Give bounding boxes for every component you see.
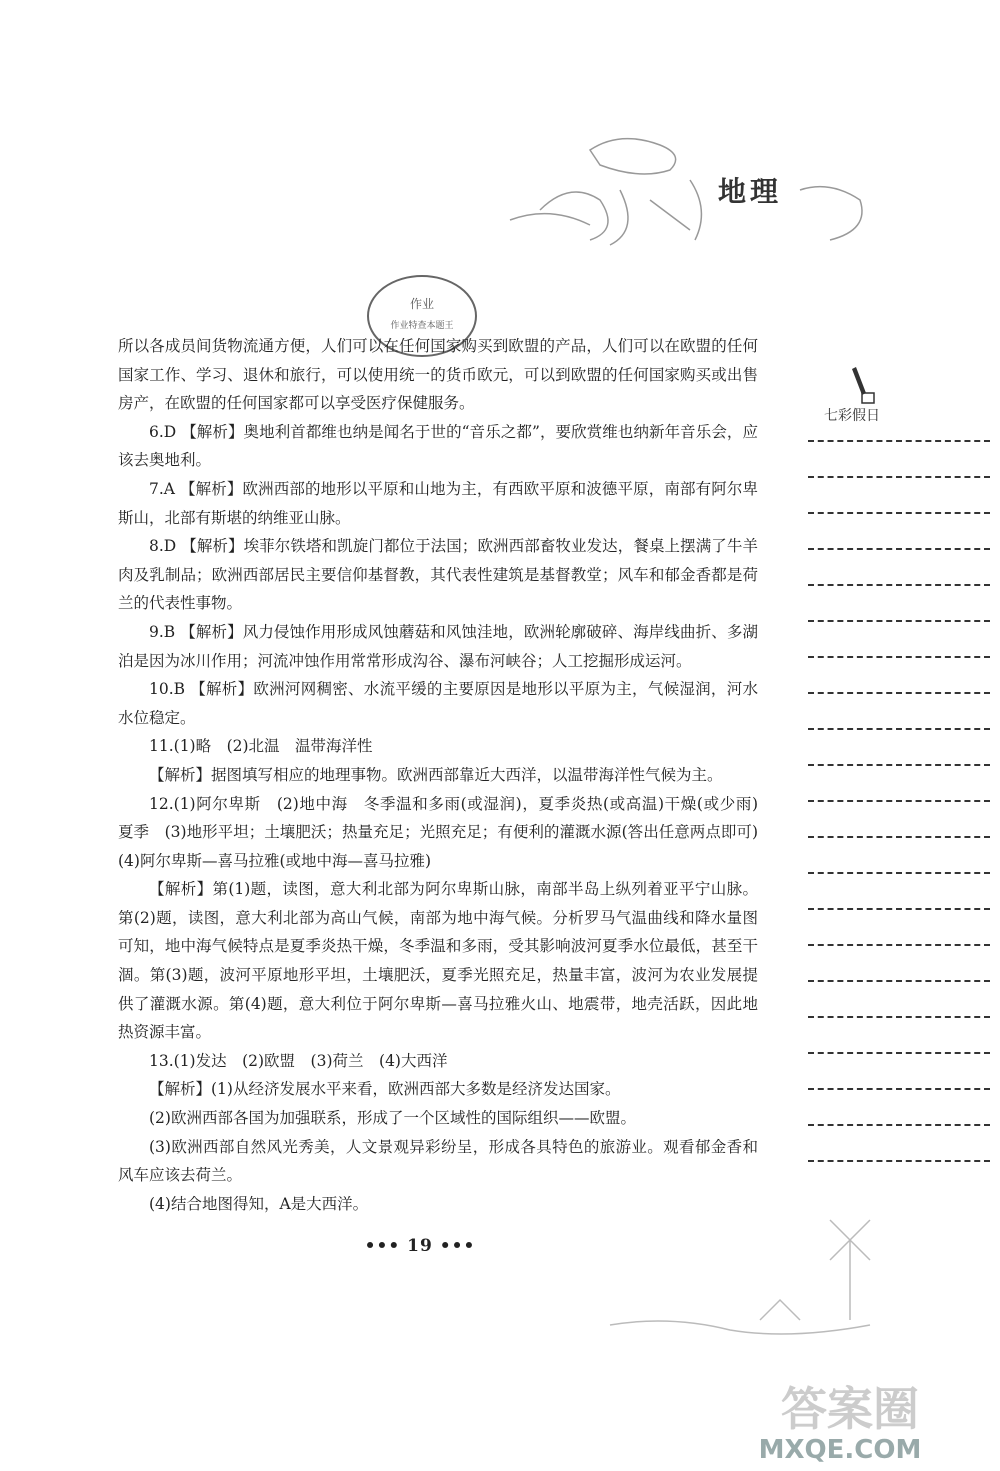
subject-title: 地理 (718, 175, 783, 208)
paragraph: (3)欧洲西部自然风光秀美，人文景观异彩纷呈，形成各具特色的旅游业。观看郁金香和风车应该去荷兰。 (118, 1137, 758, 1185)
note-line (808, 872, 990, 874)
note-line (808, 944, 990, 946)
note-line (808, 440, 990, 442)
paragraph: 【解析】据图填写相应的地理事物。欧洲西部靠近大西洋，以温带海洋性气候为主。 (149, 765, 723, 784)
paragraph: (4)结合地图得知，A是大西洋。 (149, 1194, 369, 1213)
note-line (808, 728, 990, 730)
paragraph: 13.(1)发达 (2)欧盟 (3)荷兰 (4)大西洋 (149, 1051, 448, 1070)
note-lines (808, 440, 990, 1196)
note-line (808, 980, 990, 982)
paragraph: 9.B 【解析】风力侵蚀作用形成风蚀蘑菇和风蚀洼地，欧洲轮廓破碎、海岸线曲折、多湖泊是因为冰川作用；河流冲蚀作用常常形成沟谷、瀑布河峡谷；人工挖掘形成运河。 (118, 622, 758, 670)
svg-text:答案圈: 答案圈 (781, 1382, 919, 1436)
note-line (808, 764, 990, 766)
header-decoration (500, 120, 900, 260)
paragraph: 11.(1)略 (2)北温 温带海洋性 (149, 737, 373, 756)
brand-label: 七彩假日 (824, 408, 880, 424)
paragraph: 6.D 【解析】奥地利首都维也纳是闻名于世的“音乐之都”，要欣赏维也纳新年音乐会，应该去奥地利。 (118, 422, 758, 470)
note-line (808, 548, 990, 550)
note-line (808, 1124, 990, 1126)
note-line (808, 908, 990, 910)
paragraph: 【解析】(1)从经济发展水平来看，欧洲西部大多数是经济发达国家。 (149, 1080, 621, 1099)
note-line (808, 1088, 990, 1090)
note-line (808, 476, 990, 478)
note-line (808, 836, 990, 838)
paragraph: 【解析】第(1)题，读图，意大利北部为阿尔卑斯山脉，南部半岛上纵列着亚平宁山脉。第(2)题，读图，意大利北部为高山气候，南部为地中海气候。分析罗马气温曲线和降水量图可知，地中海气候特点是夏季炎热干燥，冬季温和多雨，受其影响波河夏季水位最低，甚至干涸。第(3)题，波河平原地形平坦，土壤肥沃，夏季光照充足，热量丰富，波河为农业发展提供了灌溉水源。第(4)题，意大利位于阿尔卑斯—喜马拉雅火山、地震带，地壳活跃，因此地热资源丰富。 (118, 880, 758, 1042)
paragraph: 所以各成员间货物流通方便，人们可以在任何国家购买到欧盟的产品，人们可以在欧盟的任何国家工作、学习、退休和旅行，可以使用统一的货币欧元，可以到欧盟的任何国家购买或出售房产，在欧盟的任何国家都可以享受医疗保健服务。 (118, 337, 758, 413)
note-line (808, 1052, 990, 1054)
paragraph: (2)欧洲西部各国为加强联系，形成了一个区域性的国际组织——欧盟。 (149, 1109, 636, 1128)
note-line (808, 512, 990, 514)
note-line (808, 1160, 990, 1162)
paragraph: 8.D 【解析】埃菲尔铁塔和凯旋门都位于法国；欧洲西部畜牧业发达，餐桌上摆满了牛羊肉及乳制品；欧洲西部居民主要信仰基督教，其代表性建筑是基督教堂；风车和郁金香都是荷兰的代表性事物。 (118, 537, 758, 613)
paragraph: 7.A 【解析】欧洲西部的地形以平原和山地为主，有西欧平原和波德平原，南部有阿尔卑斯山，北部有斯堪的纳维亚山脉。 (118, 479, 758, 527)
note-line (808, 800, 990, 802)
note-line (808, 584, 990, 586)
note-line (808, 620, 990, 622)
svg-text:作业: 作业 (409, 297, 435, 311)
answer-content (118, 332, 774, 1218)
pen-icon (848, 365, 876, 407)
note-line (808, 1016, 990, 1018)
watermark-text: MXQE.COM (758, 1435, 922, 1465)
paragraph: 10.B 【解析】欧洲河网稠密、水流平缓的主要原因是地形以平原为主，气候湿润，河水水位稳定。 (118, 680, 758, 727)
paragraph: 12.(1)阿尔卑斯 (2)地中海 冬季温和多雨(或湿润)，夏季炎热(或高温)干燥(或少雨) 夏季 (3)地形平坦；土壤肥沃；热量充足；光照充足；有便利的灌溉水源(答出任意两点即可) (4)阿尔卑斯—喜马拉雅(或地中海—喜马拉雅) (118, 794, 774, 870)
svg-text:作业特查本题王: 作业特查本题王 (390, 321, 454, 331)
footer-decoration (600, 1180, 1000, 1471)
page-number: ••• 19 ••• (364, 1236, 476, 1256)
note-line (808, 656, 990, 658)
note-line (808, 692, 990, 694)
